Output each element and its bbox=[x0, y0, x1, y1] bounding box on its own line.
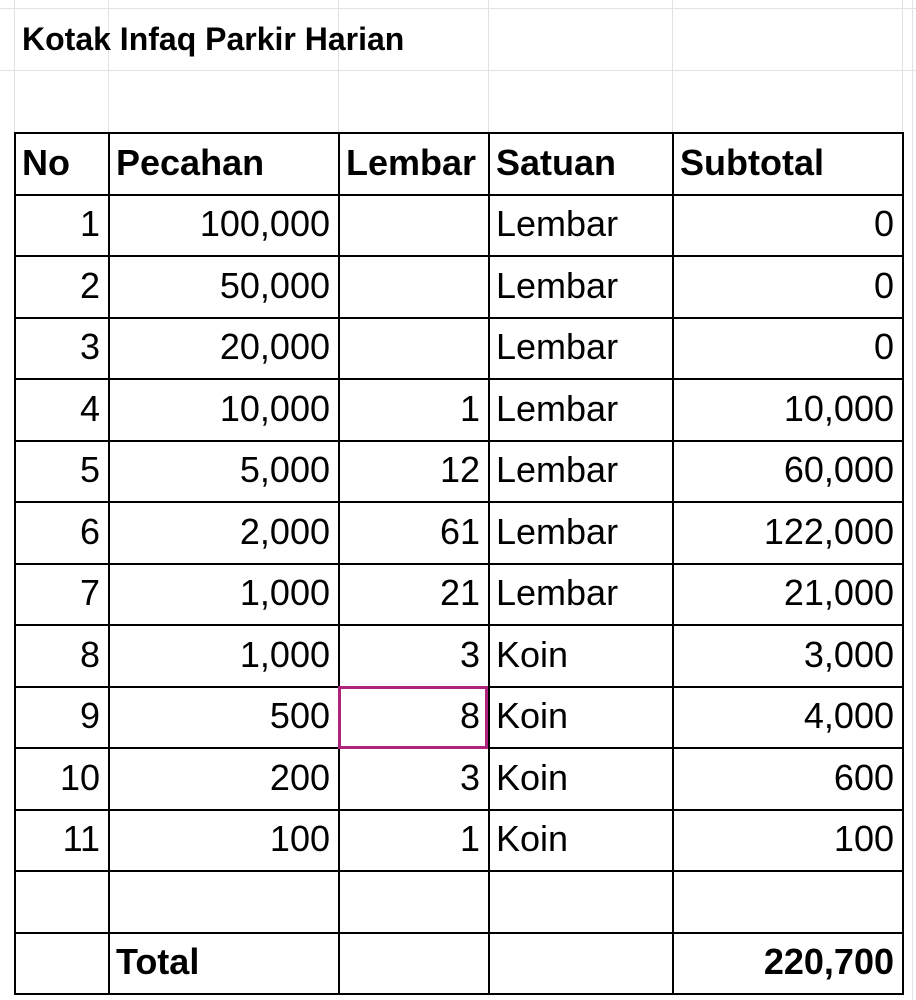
cell-lembar[interactable]: 1 bbox=[459, 818, 480, 860]
table-border-horizontal bbox=[14, 501, 904, 503]
cell-empty[interactable] bbox=[108, 870, 338, 932]
cell-pecahan[interactable]: 20,000 bbox=[219, 326, 330, 368]
table-border-horizontal bbox=[14, 132, 904, 134]
cell-satuan[interactable]: Lembar bbox=[496, 203, 619, 245]
cell-lembar[interactable] bbox=[338, 194, 488, 256]
cell-no[interactable]: 8 bbox=[79, 633, 100, 675]
cell-subtotal[interactable]: 100 bbox=[833, 818, 894, 860]
table-border-horizontal bbox=[14, 317, 904, 319]
column-header-satuan[interactable]: Satuan bbox=[496, 141, 617, 183]
gridline-vertical bbox=[902, 0, 903, 132]
sheet-title[interactable]: Kotak Infaq Parkir Harian bbox=[22, 21, 405, 57]
cell-no[interactable]: 6 bbox=[79, 510, 100, 552]
table-border-horizontal bbox=[14, 624, 904, 626]
cell-pecahan[interactable]: 200 bbox=[269, 756, 330, 798]
cell-subtotal[interactable]: 0 bbox=[873, 203, 894, 245]
table-border-horizontal bbox=[14, 809, 904, 811]
cell-satuan[interactable]: Lembar bbox=[496, 572, 619, 614]
gridline-vertical bbox=[488, 0, 489, 132]
cell-subtotal[interactable]: 3,000 bbox=[803, 633, 894, 675]
cell-no[interactable]: 1 bbox=[79, 203, 100, 245]
cell-pecahan[interactable]: 1,000 bbox=[239, 572, 330, 614]
table-border-horizontal bbox=[14, 993, 904, 995]
cell-satuan[interactable]: Lembar bbox=[496, 510, 619, 552]
table-border-horizontal bbox=[14, 563, 904, 565]
cell-subtotal[interactable]: 122,000 bbox=[763, 510, 894, 552]
selected-cell-highlight bbox=[338, 686, 488, 750]
column-header-lembar[interactable]: Lembar bbox=[346, 141, 477, 183]
cell-subtotal[interactable]: 4,000 bbox=[803, 695, 894, 737]
cell-no[interactable]: 7 bbox=[79, 572, 100, 614]
cell-subtotal[interactable]: 21,000 bbox=[783, 572, 894, 614]
cell-pecahan[interactable]: 2,000 bbox=[239, 510, 330, 552]
total-label[interactable]: Total bbox=[116, 941, 200, 983]
cell-empty[interactable] bbox=[14, 870, 108, 932]
cell-empty[interactable] bbox=[488, 870, 672, 932]
cell-satuan[interactable]: Lembar bbox=[496, 326, 619, 368]
gridline-vertical bbox=[672, 0, 673, 132]
cell-pecahan[interactable]: 1,000 bbox=[239, 633, 330, 675]
cell-pecahan[interactable]: 10,000 bbox=[219, 387, 330, 429]
cell-no[interactable]: 3 bbox=[79, 326, 100, 368]
cell-lembar[interactable]: 61 bbox=[439, 510, 480, 552]
table-border-horizontal bbox=[14, 932, 904, 934]
cell-empty[interactable] bbox=[672, 870, 902, 932]
cell-subtotal[interactable]: 10,000 bbox=[783, 387, 894, 429]
cell-empty[interactable] bbox=[488, 932, 672, 994]
cell-satuan[interactable]: Lembar bbox=[496, 449, 619, 491]
cell-lembar[interactable]: 3 bbox=[459, 633, 480, 675]
cell-pecahan[interactable]: 500 bbox=[269, 695, 330, 737]
column-header-subtotal[interactable]: Subtotal bbox=[680, 141, 824, 183]
cell-satuan[interactable]: Koin bbox=[496, 695, 569, 737]
cell-pecahan[interactable]: 100,000 bbox=[199, 203, 330, 245]
cell-lembar[interactable]: 1 bbox=[459, 387, 480, 429]
table-border-horizontal bbox=[14, 194, 904, 196]
cell-satuan[interactable]: Lembar bbox=[496, 387, 619, 429]
table-border-horizontal bbox=[14, 440, 904, 442]
cell-subtotal[interactable]: 0 bbox=[873, 264, 894, 306]
cell-no[interactable]: 5 bbox=[79, 449, 100, 491]
column-header-no[interactable]: No bbox=[22, 141, 70, 183]
total-value[interactable]: 220,700 bbox=[763, 941, 894, 983]
cell-satuan[interactable]: Lembar bbox=[496, 264, 619, 306]
cell-lembar[interactable] bbox=[338, 317, 488, 379]
cell-empty[interactable] bbox=[338, 932, 488, 994]
cell-no[interactable]: 11 bbox=[62, 818, 100, 860]
cell-no[interactable]: 4 bbox=[79, 387, 100, 429]
column-header-pecahan[interactable]: Pecahan bbox=[116, 141, 265, 183]
cell-no[interactable]: 9 bbox=[79, 695, 100, 737]
cell-satuan[interactable]: Koin bbox=[496, 818, 569, 860]
cell-lembar[interactable]: 8 bbox=[459, 695, 480, 737]
cell-empty[interactable] bbox=[14, 932, 108, 994]
cell-subtotal[interactable]: 60,000 bbox=[783, 449, 894, 491]
cell-satuan[interactable]: Koin bbox=[496, 756, 569, 798]
cell-pecahan[interactable]: 50,000 bbox=[219, 264, 330, 306]
cell-no[interactable]: 2 bbox=[79, 264, 100, 306]
cell-lembar[interactable] bbox=[338, 255, 488, 317]
cell-subtotal[interactable]: 600 bbox=[833, 756, 894, 798]
cell-lembar[interactable]: 21 bbox=[439, 572, 480, 614]
table-border-horizontal bbox=[14, 255, 904, 257]
cell-lembar[interactable]: 12 bbox=[439, 449, 480, 491]
table-border-horizontal bbox=[14, 870, 904, 872]
cell-empty[interactable] bbox=[338, 870, 488, 932]
cell-satuan[interactable]: Koin bbox=[496, 633, 569, 675]
cell-pecahan[interactable]: 5,000 bbox=[239, 449, 330, 491]
gridline-vertical bbox=[912, 0, 913, 1000]
cell-no[interactable]: 10 bbox=[59, 756, 100, 798]
cell-subtotal[interactable]: 0 bbox=[873, 326, 894, 368]
cell-lembar[interactable]: 3 bbox=[459, 756, 480, 798]
cell-pecahan[interactable]: 100 bbox=[269, 818, 330, 860]
gridline-horizontal bbox=[0, 70, 916, 71]
table-border-horizontal bbox=[14, 378, 904, 380]
